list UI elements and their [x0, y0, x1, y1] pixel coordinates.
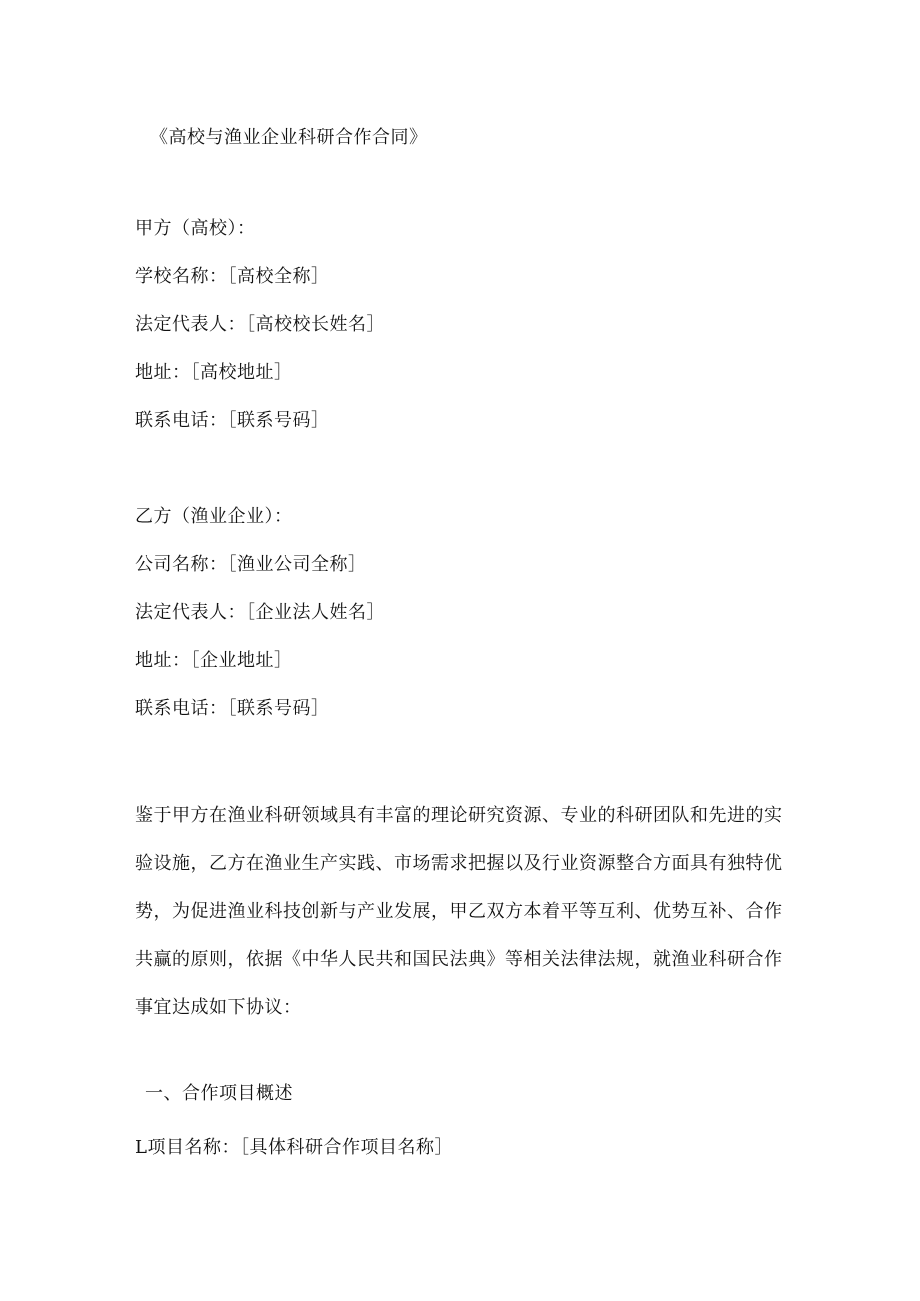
- party-a-legal-rep: 法定代表人：［高校校长姓名］: [135, 314, 385, 335]
- section-1-item-1: L项目名称：［具体科研合作项目名称］: [135, 1137, 453, 1158]
- party-a-heading: 甲方（高校）：: [135, 218, 256, 239]
- preamble-line: 共赢的原则，依据《中华人民共和国民法典》等相关法律法规，就渔业科研合作: [135, 949, 783, 970]
- party-a-phone: 联系电话：［联系号码］: [135, 410, 330, 431]
- party-a-address: 地址：［高校地址］: [135, 362, 293, 383]
- preamble-paragraph: [135, 792, 785, 1032]
- document-title: 《高校与渔业企业科研合作合同》: [150, 127, 428, 148]
- section-1-heading: 一、合作项目概述: [145, 1083, 293, 1104]
- preamble-line: 势，为促进渔业科技创新与产业发展，甲乙双方本着平等互利、优势互补、合作: [135, 901, 783, 922]
- preamble-line: 事宜达成如下协议：: [135, 997, 302, 1018]
- party-a-school-name: 学校名称：［高校全称］: [135, 266, 330, 287]
- party-b-heading: 乙方（渔业企业）：: [135, 506, 293, 527]
- preamble-line: 验设施，乙方在渔业生产实践、市场需求把握以及行业资源整合方面具有独特优: [135, 853, 783, 874]
- party-b-address: 地址：［企业地址］: [135, 650, 293, 671]
- preamble-line: 鉴于甲方在渔业科研领域具有丰富的理论研究资源、专业的科研团队和先进的实: [135, 805, 783, 826]
- party-b-company-name: 公司名称：［渔业公司全称］: [135, 554, 367, 575]
- party-b-phone: 联系电话：［联系号码］: [135, 698, 330, 719]
- party-b-legal-rep: 法定代表人：［企业法人姓名］: [135, 602, 385, 623]
